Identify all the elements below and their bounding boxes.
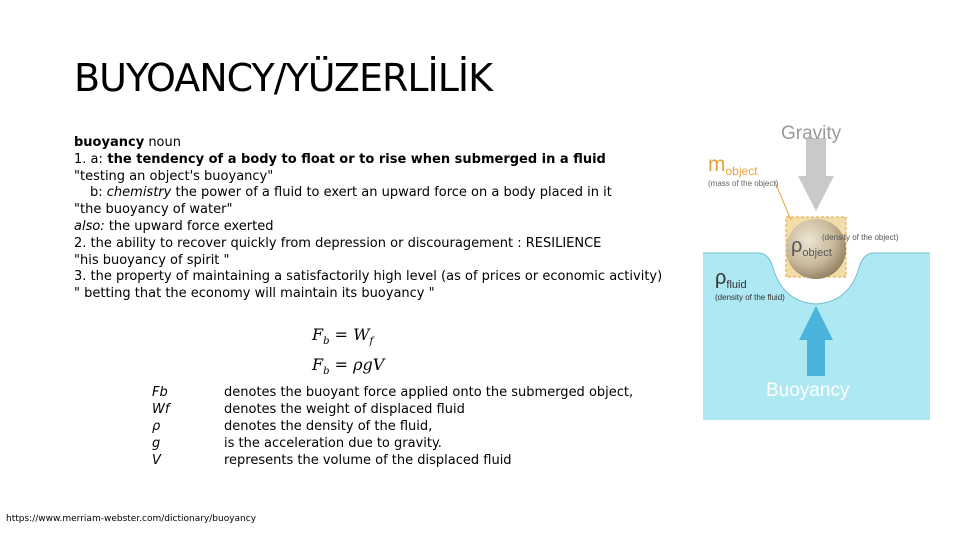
definition-block (74, 135, 684, 303)
formula-1-force: F (312, 325, 324, 344)
symbol-description: represents the volume of the displaced fluid (224, 453, 512, 468)
formula-1-force-sub: b (323, 336, 330, 348)
symbol: ρ (152, 419, 161, 434)
symbol-descriptions (224, 384, 633, 469)
example-3: "his buoyancy of spirit " (74, 252, 230, 268)
buoyancy-diagram (703, 118, 930, 420)
symbol-description: is the acceleration due to gravity. (224, 436, 442, 451)
example-4: " betting that the economy will maintain its buoyancy " (74, 286, 435, 302)
example-1: "testing an object's buoyancy" (74, 168, 274, 184)
mass-symbol-sub: object (725, 164, 758, 178)
sense-3: 3. the property of maintaining a satisfactorily high level (as of prices or economic activity) (74, 269, 663, 285)
symbol: Fb (152, 385, 168, 400)
formula-2-rhs: = ρgV (329, 355, 385, 375)
sense-2: 2. the ability to recover quickly from depression or discouragement : RESILIENCE (74, 235, 602, 251)
object-density-sub: object (802, 247, 832, 259)
definition-line-1 (74, 135, 684, 152)
formula-2 (312, 353, 384, 383)
sense-1b (74, 185, 684, 202)
formula-2-force: F (312, 355, 324, 375)
definition-line-2 (74, 152, 684, 169)
fluid-density-note: (density of the fluid) (715, 293, 785, 302)
also-line (74, 219, 684, 236)
also-label: also: (74, 218, 105, 234)
fluid-density-sub: fluid (726, 279, 747, 291)
mass-symbol-m: m (708, 153, 726, 176)
symbol-description: denotes the weight of displaced fluid (224, 402, 465, 417)
sense-1b-text: the power of a fluid to exert an upward force on a body placed in it (171, 185, 612, 201)
gravity-label: Gravity (781, 123, 842, 144)
object-density-note: (density of the object) (822, 233, 899, 242)
buoyancy-label: Buoyancy (766, 380, 850, 401)
part-of-speech: noun (144, 135, 181, 150)
fluid-density-rho: ρ (715, 267, 727, 289)
symbol: Wf (152, 402, 170, 417)
symbol: V (152, 453, 161, 468)
example-2: "the buoyancy of water" (74, 202, 233, 218)
subject-label: chemistry (106, 185, 172, 201)
symbol: g (152, 436, 161, 451)
sense-number: 1. a: (74, 151, 103, 167)
sense-1a-text: the tendency of a body to float or to rise when submerged in a fluid (102, 151, 606, 167)
symbol-list (152, 384, 169, 469)
formula-block (312, 323, 384, 383)
source-url: https://www.merriam-webster.com/dictionary/buoyancy (6, 514, 257, 524)
symbol-description: denotes the buoyant force applied onto the submerged object, (224, 385, 634, 400)
mass-note: (mass of the object) (708, 179, 779, 188)
formula-2-force-sub: b (323, 366, 330, 378)
symbol-description: denotes the density of the fluid, (224, 419, 433, 434)
object-density-rho: ρ (791, 235, 803, 257)
headword: buoyancy (74, 135, 145, 150)
sense-1b-label: b: (90, 185, 107, 201)
formula-1-rhs: = W (329, 325, 370, 344)
also-text: the upward force exerted (104, 218, 274, 234)
formula-1-rhs-sub: f (369, 336, 374, 348)
formula-1 (312, 323, 384, 353)
slide-title: BUYOANCY/YÜZERLİLİK (74, 56, 493, 100)
